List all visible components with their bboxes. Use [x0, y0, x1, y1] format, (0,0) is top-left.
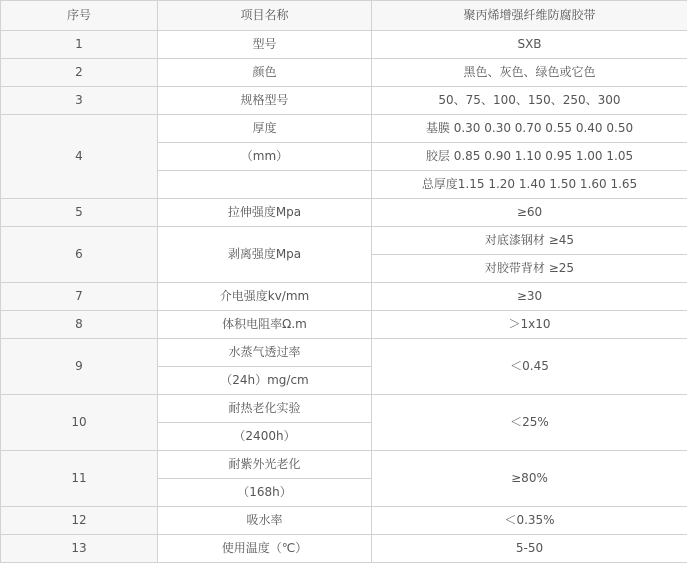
- item-value: 基膜 0.30 0.30 0.70 0.55 0.40 0.50: [372, 115, 687, 143]
- row-number: 8: [1, 311, 158, 339]
- item-value: ＞1x10: [372, 311, 687, 339]
- item-value: ＜25%: [372, 395, 687, 451]
- item-value: ＜0.45: [372, 339, 687, 395]
- item-value: 50、75、100、150、250、300: [372, 87, 687, 115]
- table-row: [1, 199, 687, 227]
- item-name: 介电强度kv/mm: [158, 283, 372, 311]
- table-row: [1, 311, 687, 339]
- table-row: [1, 507, 687, 535]
- header-value: 聚丙烯增强纤维防腐胶带: [372, 1, 687, 31]
- item-value: ≥80%: [372, 451, 687, 507]
- row-number: 3: [1, 87, 158, 115]
- table-row: [1, 395, 687, 423]
- row-number: 1: [1, 31, 158, 59]
- item-name: 拉伸强度Mpa: [158, 199, 372, 227]
- item-name: 剥离强度Mpa: [158, 227, 372, 283]
- item-name: 水蒸气透过率: [158, 339, 372, 367]
- table-row: [1, 59, 687, 87]
- item-value: 胶层 0.85 0.90 1.10 0.95 1.00 1.05: [372, 143, 687, 171]
- table-row: [1, 283, 687, 311]
- item-name: 厚度: [158, 115, 372, 143]
- table-row: [1, 451, 687, 479]
- row-number: 7: [1, 283, 158, 311]
- item-name: 使用温度（℃）: [158, 535, 372, 563]
- item-name: 颜色: [158, 59, 372, 87]
- item-name: 规格型号: [158, 87, 372, 115]
- table-row: [1, 227, 687, 255]
- table-row: [1, 87, 687, 115]
- table-row: [1, 115, 687, 143]
- item-value: ≥30: [372, 283, 687, 311]
- item-name: 型号: [158, 31, 372, 59]
- item-value: SXB: [372, 31, 687, 59]
- item-name: （168h）: [158, 479, 372, 507]
- item-name: （2400h）: [158, 423, 372, 451]
- table-header-row: [1, 1, 687, 31]
- item-value: ≥60: [372, 199, 687, 227]
- table-row: [1, 31, 687, 59]
- row-number: 13: [1, 535, 158, 563]
- item-value: 5-50: [372, 535, 687, 563]
- item-value: 黑色、灰色、绿色或它色: [372, 59, 687, 87]
- item-name: 体积电阻率Ω.m: [158, 311, 372, 339]
- header-no: 序号: [1, 1, 158, 31]
- row-number: 6: [1, 227, 158, 283]
- row-number: 4: [1, 115, 158, 199]
- row-number: 12: [1, 507, 158, 535]
- table-row: [1, 535, 687, 563]
- table-row: [1, 339, 687, 367]
- row-number: 9: [1, 339, 158, 395]
- item-name: 吸水率: [158, 507, 372, 535]
- item-name: 耐热老化实验: [158, 395, 372, 423]
- item-value: 总厚度1.15 1.20 1.40 1.50 1.60 1.65: [372, 171, 687, 199]
- item-value: 对胶带背材 ≥25: [372, 255, 687, 283]
- item-value: ＜0.35%: [372, 507, 687, 535]
- item-name: （mm）: [158, 143, 372, 171]
- item-name: （24h）mg/cm: [158, 367, 372, 395]
- item-name: [158, 171, 372, 199]
- item-name: 耐紫外光老化: [158, 451, 372, 479]
- row-number: 10: [1, 395, 158, 451]
- row-number: 11: [1, 451, 158, 507]
- row-number: 5: [1, 199, 158, 227]
- header-item: 项目名称: [158, 1, 372, 31]
- row-number: 2: [1, 59, 158, 87]
- item-value: 对底漆钢材 ≥45: [372, 227, 687, 255]
